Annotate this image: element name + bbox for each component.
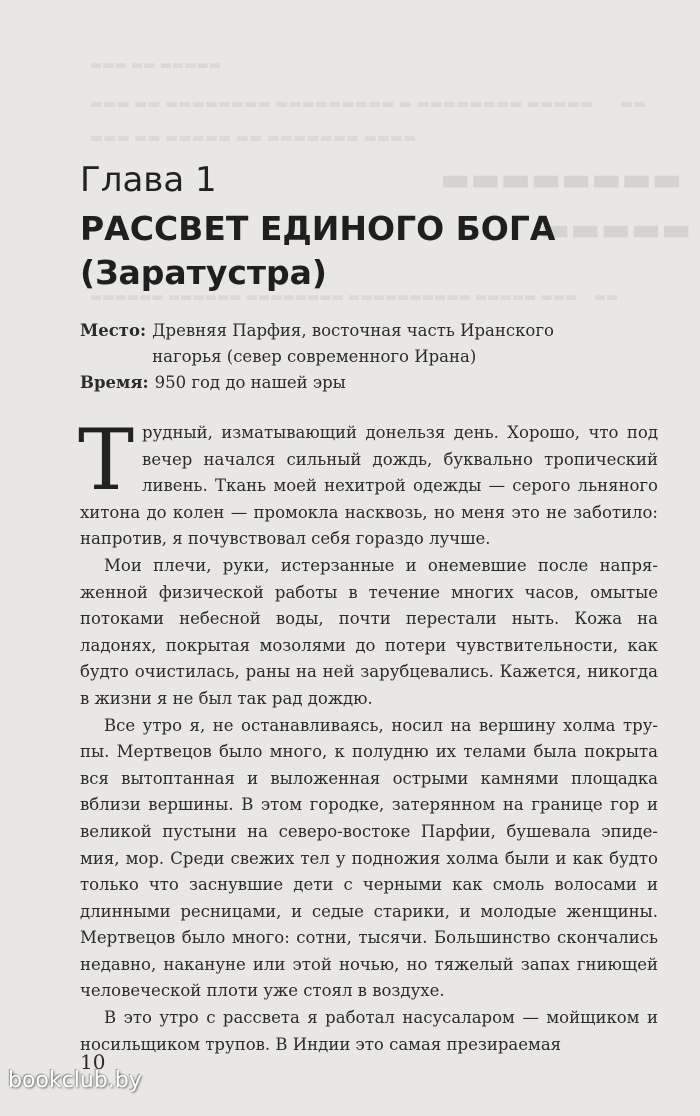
place-line-1: Древняя Парфия, восточная часть Иранского [152,321,554,340]
time-label: Время: [80,373,149,392]
place-value [152,318,554,370]
drop-cap: Т [78,411,135,509]
chapter-meta [80,318,650,396]
paragraph: В это утро с рассвета я работал насусаларом — мойщиком и носильщиком трупов. В Индии это самая презираемая [80,1008,658,1054]
chapter-title [80,207,640,295]
time-row [80,370,650,396]
place-line-2: нагорья (север современного Ирана) [152,347,477,366]
page-number: 10 [80,1050,106,1074]
chapter-label: Глава 1 [80,160,217,200]
paragraph: Все утро я, не останавливаясь, носил на вершину холма трупы. Мертвецов было много, к полудню их телами была покрыта вся вытоптанная и выложенная острыми камнями площадка вблизи вершины. В этом городке, затерянном на границе гор и великой пустыни на северо-востоке Парфии, бушевала эпидемия, мор. Среди свежих тел у подножия холма были и как будто только что заснувшие дети с черными как смоль волосами и длинными ресницами, и седые старики, и молодые женщины. Мертвецов было много: сотни, тысячи. Большинство скончались недавно, накануне или этой ночью, но тяжелый запах гниющей человеческой плоти уже стоял в воздухе. [80,715,658,1001]
book-page: ▬▬▬ ▬▬ ▬▬▬▬▬ ▬▬▬ ▬▬ ▬▬▬▬▬▬▬▬ ▬▬▬▬▬▬▬▬▬ ▬ ▬▬▬▬▬▬▬▬ ▬▬▬▬▬ ▬▬ ▬▬▬ ▬▬ ▬▬▬▬▬ ▬▬ ▬▬▬▬▬▬▬ ▬▬▬▬ ▬▬▬▬▬▬▬▬ ▬▬▬▬▬ ▬▬▬▬▬▬ ▬▬▬▬▬▬ ▬▬▬▬▬▬▬▬ ▬▬▬▬▬▬▬▬▬▬ ▬▬▬▬▬ ▬▬▬ ▬▬ Глава 1 РАССВЕТ ЕДИНОГО БОГА (Заратустра) Место: Древняя Парфия, восточная часть Иранского нагорья (север современного Ирана) Время: 950 год до нашей эры Трудный, изматывающий донельзя день. Хорошо, что под вечер начался сильный дождь, буквально тропический ливень. Ткань моей нехитрой одежды — серого льняного хитона до колен — промокла насквозь, но меня это не заботило: напротив, я почувствовал себя гораздо лучше. Мои плечи, руки, истерзанные и онемевшие после напряженной физической работы в течение многих часов, омытые потоками небесной воды, почти перестали ныть. Кожа на ладонях, покрытая мозолями до потери чувствительности, как будто очистилась, раны на ней зарубцевались. Кажется, никогда в жизни я не был так рад дождю. Все утро я, не останавливаясь, носил на вершину холма трупы. Мертвецов было много, к полудню их телами была покрыта вся вытоптанная и выложенная острыми камнями площадка вблизи вершины. В этом городке, затерянном на границе гор и великой пустыни на северо-востоке Парфии, бушевала эпидемия, мор. Среди свежих тел у подножия холма были и как будто только что заснувшие дети с черными как смоль волосами и длинными ресницами, и седые старики, и молодые женщины. Мертвецов было много: сотни, тысячи. Большинство скончались недавно, накануне или этой ночью, но тяжелый запах гниющей человеческой плоти уже стоял в воздухе. В это утро с рассвета я работал насусаларом — мойщиком и носильщиком трупов. В Индии это самая презираемая 10 bookclub.by [8,58,692,1093]
time-value: 950 год до нашей эры [154,373,346,392]
chapter-body [78,411,658,1058]
chapter-title-main: РАССВЕТ ЕДИНОГО БОГА [80,209,556,248]
place-row [80,318,650,370]
paragraph: Мои плечи, руки, истерзанные и онемевшие после напряженной физической работы в течение многих часов, омытые потоками небесной воды, почти перестали ныть. Кожа на ладонях, покрытая мозолями до потери чувствительности, как будто очистилась, раны на ней зарубцевались. Кажется, никогда в жизни я не был так рад дождю. [80,555,658,708]
paragraph-text: рудный, изматывающий донельзя день. Хорошо, что под вечер начался сильный дождь, буквально тропический ливень. Ткань моей нехитрой одежды — серого льняного хитона до колен — промокла насквозь, но меня это не заботило: напротив, я почувствовал себя гораздо лучше. [80,423,658,549]
site-watermark: bookclub.by [8,1068,142,1093]
place-label: Место: [80,321,147,340]
chapter-subtitle: (Заратустра) [80,253,327,292]
paragraph [78,411,658,553]
